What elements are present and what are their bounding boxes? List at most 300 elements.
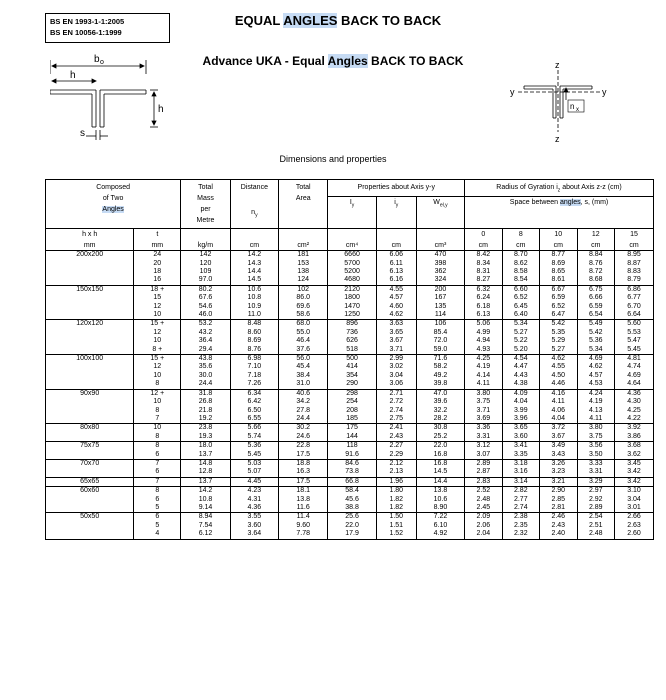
cell-mass: 43.8 bbox=[181, 355, 231, 364]
cell-r8: 6.45 bbox=[502, 303, 539, 311]
cell-thickness: 10 bbox=[134, 337, 181, 345]
cell-thickness: 5 bbox=[134, 522, 181, 530]
cell-thickness: 12 bbox=[134, 303, 181, 311]
cell-distance: 3.64 bbox=[230, 530, 278, 539]
cell-r15: 4.36 bbox=[615, 389, 654, 398]
cell-iy: 298 bbox=[328, 389, 376, 398]
cell-ry: 3.04 bbox=[376, 372, 416, 380]
cell-ry: 4.60 bbox=[376, 303, 416, 311]
cell-iy: 73.8 bbox=[328, 468, 376, 477]
cell-r0: 3.71 bbox=[465, 407, 502, 415]
cell-r10: 4.46 bbox=[540, 380, 577, 389]
cell-mass: 80.2 bbox=[181, 285, 231, 294]
header-s8: 8 bbox=[502, 229, 539, 240]
cell-iy: 290 bbox=[328, 380, 376, 389]
cell-distance: 4.36 bbox=[230, 504, 278, 513]
cell-iy: 4680 bbox=[328, 276, 376, 285]
cell-r10: 4.50 bbox=[540, 372, 577, 380]
cell-size: 150x150 bbox=[46, 285, 134, 294]
cell-r10: 2.46 bbox=[540, 513, 577, 522]
cell-r0: 4.19 bbox=[465, 363, 502, 371]
cell-distance: 7.26 bbox=[230, 380, 278, 389]
header-radius bbox=[465, 180, 654, 197]
cell-ry: 1.52 bbox=[376, 530, 416, 539]
cell-wy: 71.6 bbox=[416, 355, 464, 364]
cell-r10: 2.40 bbox=[540, 530, 577, 539]
cell-distance: 8.48 bbox=[230, 320, 278, 329]
table-row bbox=[46, 522, 654, 530]
table-row bbox=[46, 451, 654, 460]
cell-mass: 109 bbox=[181, 268, 231, 276]
cell-mass: 7.54 bbox=[181, 522, 231, 530]
cell-iy: 5200 bbox=[328, 268, 376, 276]
cell-area: 69.6 bbox=[278, 303, 328, 311]
cell-size bbox=[46, 504, 134, 513]
title-highlight: ANGLES bbox=[283, 13, 338, 28]
table-body bbox=[46, 251, 654, 539]
cell-mass: 21.8 bbox=[181, 407, 231, 415]
table-row bbox=[46, 346, 654, 355]
header-blank-wy bbox=[416, 229, 464, 240]
cell-r15: 3.68 bbox=[615, 442, 654, 451]
cell-mass: 13.7 bbox=[181, 477, 231, 486]
cell-r12: 3.31 bbox=[577, 468, 614, 477]
table-row bbox=[46, 294, 654, 302]
cell-thickness: 6 bbox=[134, 451, 181, 460]
cell-r0: 4.11 bbox=[465, 380, 502, 389]
cell-distance: 6.98 bbox=[230, 355, 278, 364]
cell-r12: 8.84 bbox=[577, 251, 614, 260]
cell-r15: 3.62 bbox=[615, 451, 654, 460]
header-wy-sub: el,y bbox=[439, 202, 448, 209]
cell-area: 18.8 bbox=[278, 459, 328, 468]
properties-table bbox=[45, 179, 654, 540]
cell-iy: 66.8 bbox=[328, 477, 376, 486]
cell-thickness: 12 + bbox=[134, 389, 181, 398]
cell-r10: 6.59 bbox=[540, 294, 577, 302]
cell-ry: 2.41 bbox=[376, 424, 416, 433]
cell-area: 27.8 bbox=[278, 407, 328, 415]
table-row bbox=[46, 407, 654, 415]
header-radius-text-end: about Axis z-z (cm) bbox=[560, 184, 622, 191]
cell-r15: 5.60 bbox=[615, 320, 654, 329]
cell-r15: 8.79 bbox=[615, 276, 654, 285]
unit-dist: cm bbox=[230, 240, 278, 251]
cell-iy: 6660 bbox=[328, 251, 376, 260]
cell-distance: 10.6 bbox=[230, 285, 278, 294]
cell-iy: 5700 bbox=[328, 260, 376, 268]
cell-r12: 2.54 bbox=[577, 513, 614, 522]
cell-thickness: 7 bbox=[134, 459, 181, 468]
cell-area: 124 bbox=[278, 276, 328, 285]
cell-r0: 3.07 bbox=[465, 451, 502, 460]
cell-wy: 47.0 bbox=[416, 389, 464, 398]
cell-ry: 3.71 bbox=[376, 346, 416, 355]
cell-r8: 6.52 bbox=[502, 294, 539, 302]
cell-area: 181 bbox=[278, 251, 328, 260]
cell-iy: 208 bbox=[328, 407, 376, 415]
cell-size bbox=[46, 372, 134, 380]
cell-size bbox=[46, 260, 134, 268]
cell-r10: 2.90 bbox=[540, 487, 577, 496]
header-ny-sub: y bbox=[255, 212, 258, 219]
cell-area: 40.6 bbox=[278, 389, 328, 398]
cell-size bbox=[46, 346, 134, 355]
unit-hxh: mm bbox=[46, 240, 134, 251]
cell-r8: 4.47 bbox=[502, 363, 539, 371]
cell-r10: 3.21 bbox=[540, 477, 577, 486]
cell-mass: 54.6 bbox=[181, 303, 231, 311]
cell-r8: 3.60 bbox=[502, 433, 539, 442]
cell-r12: 4.24 bbox=[577, 389, 614, 398]
cell-thickness: 12 bbox=[134, 363, 181, 371]
z-top-label: z bbox=[555, 60, 560, 70]
cell-mass: 14.8 bbox=[181, 459, 231, 468]
cell-distance: 6.42 bbox=[230, 398, 278, 406]
cell-r12: 2.97 bbox=[577, 487, 614, 496]
cell-r15: 3.45 bbox=[615, 459, 654, 468]
cell-area: 17.5 bbox=[278, 477, 328, 486]
cell-mass: 24.4 bbox=[181, 380, 231, 389]
standard-1993: BS EN 1993-1-1:2005 bbox=[50, 17, 125, 26]
cell-mass: 35.6 bbox=[181, 363, 231, 371]
cell-r8: 6.40 bbox=[502, 311, 539, 320]
cell-distance: 4.31 bbox=[230, 496, 278, 504]
cell-ry: 2.27 bbox=[376, 442, 416, 451]
cell-r15: 6.64 bbox=[615, 311, 654, 320]
cell-thickness: 20 bbox=[134, 260, 181, 268]
header-wy bbox=[416, 197, 464, 229]
cell-area: 55.0 bbox=[278, 329, 328, 337]
cell-iy: 25.6 bbox=[328, 513, 376, 522]
cell-thickness: 6 bbox=[134, 468, 181, 477]
unit-iy: cm⁴ bbox=[328, 240, 376, 251]
header-blank-dist bbox=[230, 229, 278, 240]
cell-distance: 11.0 bbox=[230, 311, 278, 320]
cell-r8: 4.54 bbox=[502, 355, 539, 364]
cell-wy: 200 bbox=[416, 285, 464, 294]
header-mass-line4: Metre bbox=[196, 217, 215, 224]
cell-area: 22.8 bbox=[278, 442, 328, 451]
cell-r10: 2.81 bbox=[540, 504, 577, 513]
cell-distance: 3.60 bbox=[230, 522, 278, 530]
cell-r8: 3.18 bbox=[502, 459, 539, 468]
unit-wy: cm³ bbox=[416, 240, 464, 251]
cell-r8: 4.43 bbox=[502, 372, 539, 380]
cell-r10: 4.16 bbox=[540, 389, 577, 398]
cell-thickness: 18 bbox=[134, 268, 181, 276]
table-row bbox=[46, 496, 654, 504]
cell-mass: 142 bbox=[181, 251, 231, 260]
cell-size: 75x75 bbox=[46, 442, 134, 451]
cell-distance: 7.18 bbox=[230, 372, 278, 380]
h-side-label: h bbox=[158, 104, 164, 115]
cell-ry: 2.71 bbox=[376, 389, 416, 398]
cell-thickness: 7 bbox=[134, 477, 181, 486]
cell-area: 138 bbox=[278, 268, 328, 276]
cell-area: 30.2 bbox=[278, 424, 328, 433]
cell-size bbox=[46, 468, 134, 477]
cell-distance: 14.2 bbox=[230, 251, 278, 260]
cell-r12: 3.75 bbox=[577, 433, 614, 442]
cell-iy: 1800 bbox=[328, 294, 376, 302]
cell-iy: 144 bbox=[328, 433, 376, 442]
cell-r0: 5.06 bbox=[465, 320, 502, 329]
cell-ry: 3.63 bbox=[376, 320, 416, 329]
cell-thickness: 8 bbox=[134, 487, 181, 496]
cell-r12: 4.53 bbox=[577, 380, 614, 389]
cell-r0: 2.48 bbox=[465, 496, 502, 504]
header-s0: 0 bbox=[465, 229, 502, 240]
unit-s0: cm bbox=[465, 240, 502, 251]
cell-r0: 2.45 bbox=[465, 504, 502, 513]
cell-r12: 6.66 bbox=[577, 294, 614, 302]
cell-distance: 5.36 bbox=[230, 442, 278, 451]
cell-size bbox=[46, 311, 134, 320]
cell-thickness: 24 bbox=[134, 251, 181, 260]
cell-r8: 8.62 bbox=[502, 260, 539, 268]
cell-mass: 67.6 bbox=[181, 294, 231, 302]
cell-wy: 72.0 bbox=[416, 337, 464, 345]
cell-r15: 6.77 bbox=[615, 294, 654, 302]
cell-r12: 5.49 bbox=[577, 320, 614, 329]
cell-r10: 8.69 bbox=[540, 260, 577, 268]
section-diagram-right bbox=[510, 60, 620, 145]
subtitle-text: Advance UKA - Equal bbox=[202, 54, 328, 68]
header-iy-sub: y bbox=[351, 202, 355, 209]
header-ry-text: i bbox=[394, 199, 396, 207]
cell-wy: 6.10 bbox=[416, 522, 464, 530]
cell-ry: 4.62 bbox=[376, 311, 416, 320]
header-mass-line3: per bbox=[200, 206, 211, 213]
cell-size bbox=[46, 363, 134, 371]
cell-size bbox=[46, 303, 134, 311]
cell-iy: 84.6 bbox=[328, 459, 376, 468]
cell-r0: 3.80 bbox=[465, 389, 502, 398]
header-mass-line1: Total bbox=[198, 184, 213, 191]
table-row bbox=[46, 530, 654, 539]
cell-iy: 17.9 bbox=[328, 530, 376, 539]
cell-distance: 14.4 bbox=[230, 268, 278, 276]
cell-r0: 2.89 bbox=[465, 459, 502, 468]
cell-ry: 2.29 bbox=[376, 451, 416, 460]
table-row bbox=[46, 389, 654, 398]
cell-wy: 16.8 bbox=[416, 459, 464, 468]
cell-r0: 8.27 bbox=[465, 276, 502, 285]
cell-r15: 3.86 bbox=[615, 433, 654, 442]
cell-area: 16.3 bbox=[278, 468, 328, 477]
cell-distance: 5.74 bbox=[230, 433, 278, 442]
cell-ry: 6.11 bbox=[376, 260, 416, 268]
cell-r12: 5.36 bbox=[577, 337, 614, 345]
cell-r10: 3.23 bbox=[540, 468, 577, 477]
cell-thickness: 8 + bbox=[134, 346, 181, 355]
z-bottom-label: z bbox=[555, 134, 560, 144]
cell-size bbox=[46, 407, 134, 415]
cell-iy: 736 bbox=[328, 329, 376, 337]
table-row bbox=[46, 372, 654, 380]
cell-r8: 4.38 bbox=[502, 380, 539, 389]
cell-thickness: 15 bbox=[134, 294, 181, 302]
cell-area: 37.6 bbox=[278, 346, 328, 355]
cell-wy: 14.4 bbox=[416, 477, 464, 486]
cell-ry: 1.50 bbox=[376, 513, 416, 522]
cell-r8: 2.74 bbox=[502, 504, 539, 513]
cell-ry: 2.13 bbox=[376, 468, 416, 477]
cell-r12: 2.48 bbox=[577, 530, 614, 539]
cell-mass: 46.0 bbox=[181, 311, 231, 320]
cell-area: 18.1 bbox=[278, 487, 328, 496]
cell-r0: 4.25 bbox=[465, 355, 502, 364]
nx-sub-label: x bbox=[576, 107, 579, 113]
cell-area: 46.4 bbox=[278, 337, 328, 345]
header-blank-ry bbox=[376, 229, 416, 240]
cell-wy: 39.6 bbox=[416, 398, 464, 406]
cell-size bbox=[46, 398, 134, 406]
header-composed bbox=[46, 180, 181, 229]
cell-ry: 4.57 bbox=[376, 294, 416, 302]
cell-ry: 2.75 bbox=[376, 415, 416, 424]
cell-r15: 5.53 bbox=[615, 329, 654, 337]
cell-thickness: 6 bbox=[134, 496, 181, 504]
cell-mass: 19.3 bbox=[181, 433, 231, 442]
cell-r15: 3.10 bbox=[615, 487, 654, 496]
cell-mass: 18.0 bbox=[181, 442, 231, 451]
unit-s12: cm bbox=[577, 240, 614, 251]
cell-distance: 4.45 bbox=[230, 477, 278, 486]
cell-thickness: 4 bbox=[134, 530, 181, 539]
title-text-end: BACK TO BACK bbox=[337, 13, 442, 28]
cell-ry: 2.43 bbox=[376, 433, 416, 442]
cell-r10: 5.35 bbox=[540, 329, 577, 337]
cell-wy: 398 bbox=[416, 260, 464, 268]
header-t: t bbox=[134, 229, 181, 240]
cell-wy: 324 bbox=[416, 276, 464, 285]
cell-iy: 118 bbox=[328, 442, 376, 451]
header-area-line2: Area bbox=[295, 195, 311, 202]
cell-size: 60x60 bbox=[46, 487, 134, 496]
table-row bbox=[46, 355, 654, 364]
cell-wy: 106 bbox=[416, 320, 464, 329]
table-row bbox=[46, 504, 654, 513]
header-radius-sub: z bbox=[557, 187, 561, 194]
cell-r0: 8.31 bbox=[465, 268, 502, 276]
cell-size bbox=[46, 530, 134, 539]
cell-r12: 5.34 bbox=[577, 346, 614, 355]
cell-r0: 6.18 bbox=[465, 303, 502, 311]
cell-distance: 10.9 bbox=[230, 303, 278, 311]
cell-iy: 38.8 bbox=[328, 504, 376, 513]
cell-r10: 4.11 bbox=[540, 398, 577, 406]
cell-area: 68.0 bbox=[278, 320, 328, 329]
cell-r12: 6.59 bbox=[577, 303, 614, 311]
cell-r0: 4.99 bbox=[465, 329, 502, 337]
cell-r10: 3.49 bbox=[540, 442, 577, 451]
section-diagram-left bbox=[50, 52, 165, 147]
cell-size: 120x120 bbox=[46, 320, 134, 329]
cell-r12: 8.76 bbox=[577, 260, 614, 268]
cell-r0: 8.34 bbox=[465, 260, 502, 268]
cell-iy: 500 bbox=[328, 355, 376, 364]
bo-label: b bbox=[94, 54, 100, 65]
cell-r10: 3.26 bbox=[540, 459, 577, 468]
cell-wy: 114 bbox=[416, 311, 464, 320]
cell-r8: 2.77 bbox=[502, 496, 539, 504]
cell-r0: 2.87 bbox=[465, 468, 502, 477]
cell-r12: 4.11 bbox=[577, 415, 614, 424]
cell-wy: 22.0 bbox=[416, 442, 464, 451]
cell-r0: 6.13 bbox=[465, 311, 502, 320]
cell-mass: 30.0 bbox=[181, 372, 231, 380]
cell-wy: 14.5 bbox=[416, 468, 464, 477]
cell-r10: 3.72 bbox=[540, 424, 577, 433]
cell-r10: 6.47 bbox=[540, 311, 577, 320]
cell-mass: 43.2 bbox=[181, 329, 231, 337]
table-row bbox=[46, 260, 654, 268]
cell-r8: 5.20 bbox=[502, 346, 539, 355]
page-title bbox=[0, 13, 666, 28]
cell-mass: 31.8 bbox=[181, 389, 231, 398]
cell-r8: 2.82 bbox=[502, 487, 539, 496]
table-row bbox=[46, 329, 654, 337]
cell-mass: 53.2 bbox=[181, 320, 231, 329]
cell-r15: 8.95 bbox=[615, 251, 654, 260]
cell-r10: 5.42 bbox=[540, 320, 577, 329]
cell-r0: 2.04 bbox=[465, 530, 502, 539]
cell-r15: 8.83 bbox=[615, 268, 654, 276]
title-text: EQUAL bbox=[234, 13, 284, 28]
cell-r10: 2.85 bbox=[540, 496, 577, 504]
cell-wy: 8.90 bbox=[416, 504, 464, 513]
cell-r8: 4.09 bbox=[502, 389, 539, 398]
cell-r10: 4.62 bbox=[540, 355, 577, 364]
cell-r0: 2.52 bbox=[465, 487, 502, 496]
cell-mass: 12.8 bbox=[181, 468, 231, 477]
cell-r12: 6.75 bbox=[577, 285, 614, 294]
table-row bbox=[46, 398, 654, 406]
cell-ry: 1.96 bbox=[376, 477, 416, 486]
cell-thickness: 8 bbox=[134, 380, 181, 389]
cell-mass: 8.94 bbox=[181, 513, 231, 522]
cell-iy: 1250 bbox=[328, 311, 376, 320]
unit-mass: kg/m bbox=[181, 240, 231, 251]
cell-ry: 2.74 bbox=[376, 407, 416, 415]
cell-r0: 3.36 bbox=[465, 424, 502, 433]
cell-size: 50x50 bbox=[46, 513, 134, 522]
cell-size bbox=[46, 433, 134, 442]
header-composed-line2: of Two bbox=[102, 195, 124, 202]
header-spacing-text-end: , s, (mm) bbox=[580, 199, 609, 207]
bo-sub-label: o bbox=[100, 59, 104, 66]
cell-wy: 470 bbox=[416, 251, 464, 260]
cell-r10: 3.67 bbox=[540, 433, 577, 442]
cell-r8: 5.27 bbox=[502, 329, 539, 337]
cell-iy: 2120 bbox=[328, 285, 376, 294]
cell-thickness: 8 bbox=[134, 407, 181, 415]
cell-iy: 58.4 bbox=[328, 487, 376, 496]
unit-s15: cm bbox=[615, 240, 654, 251]
header-distance-label: Distance bbox=[240, 184, 268, 191]
header-ry bbox=[376, 197, 416, 229]
header-composed-line3: Angles bbox=[102, 206, 124, 213]
cell-thickness: 8 bbox=[134, 442, 181, 451]
cell-distance: 5.07 bbox=[230, 468, 278, 477]
cell-area: 56.0 bbox=[278, 355, 328, 364]
cell-distance: 5.03 bbox=[230, 459, 278, 468]
cell-iy: 254 bbox=[328, 398, 376, 406]
cell-size bbox=[46, 415, 134, 424]
cell-r8: 2.32 bbox=[502, 530, 539, 539]
